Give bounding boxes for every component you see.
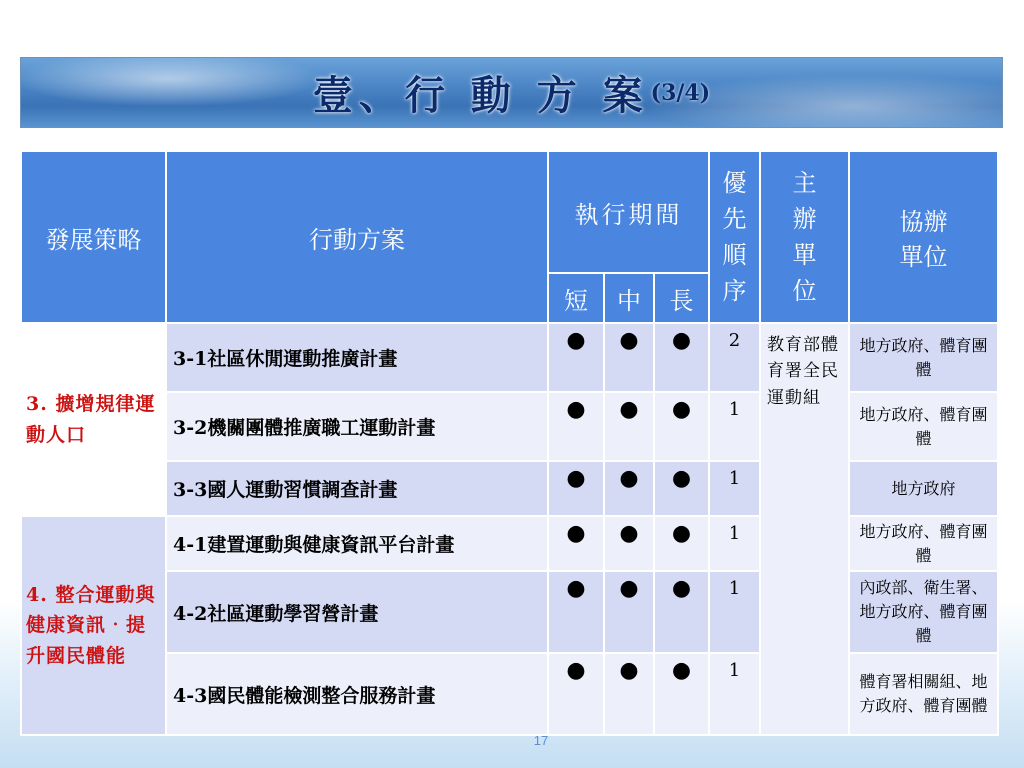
page-title: 壹、行 動 方 案 — [312, 72, 649, 119]
strategy-4: 4. 整合運動與健康資訊‧提升國民體能 — [21, 516, 166, 735]
priority-cell: 2 — [709, 323, 760, 392]
assist-cell: 地方政府 — [849, 461, 998, 516]
header-priority-char: 順 — [722, 241, 747, 269]
header-host — [760, 151, 849, 323]
header-host-char: 主 — [792, 169, 817, 197]
page-title-fraction: (3/4) — [650, 79, 711, 106]
long-term-dot: ● — [654, 392, 709, 461]
mid-term-dot: ● — [604, 571, 654, 653]
header-long: 長 — [654, 273, 709, 323]
table-row — [21, 392, 998, 461]
header-priority-char: 先 — [722, 205, 747, 233]
priority-cell: 1 — [709, 516, 760, 571]
strategy-3: 3. 擴增規律運動人口 — [21, 323, 166, 516]
table-row — [21, 653, 998, 735]
plan-cell: 3-3國人運動習慣調查計畫 — [166, 461, 548, 516]
assist-cell: 內政部、衛生署、地方政府、體育團體 — [849, 571, 998, 653]
assist-cell: 地方政府、體育團體 — [849, 516, 998, 571]
assist-cell: 體育署相關組、地方政府、體育團體 — [849, 653, 998, 735]
short-term-dot: ● — [548, 653, 604, 735]
header-host-char: 位 — [792, 277, 817, 305]
long-term-dot: ● — [654, 571, 709, 653]
table-row — [21, 461, 998, 516]
header-short: 短 — [548, 273, 604, 323]
short-term-dot: ● — [548, 461, 604, 516]
header-row — [21, 151, 998, 273]
header-host-char: 單 — [792, 241, 817, 269]
short-term-dot: ● — [548, 392, 604, 461]
header-period — [548, 151, 709, 273]
assist-cell: 地方政府、體育團體 — [849, 392, 998, 461]
long-term-dot: ● — [654, 516, 709, 571]
plan-cell: 3-2機關團體推廣職工運動計畫 — [166, 392, 548, 461]
short-term-dot: ● — [548, 571, 604, 653]
table-row — [21, 516, 998, 571]
table-row — [21, 571, 998, 653]
plan-cell: 4-3國民體能檢測整合服務計畫 — [166, 653, 548, 735]
header-host-char: 辦 — [792, 205, 817, 233]
header-priority-char: 序 — [722, 277, 747, 305]
mid-term-dot: ● — [604, 461, 654, 516]
short-term-dot: ● — [548, 323, 604, 392]
header-plan: 行動方案 — [166, 151, 548, 323]
header-mid: 中 — [604, 273, 654, 323]
mid-term-dot: ● — [604, 323, 654, 392]
mid-term-dot: ● — [604, 653, 654, 735]
mid-term-dot: ● — [604, 516, 654, 571]
long-term-dot: ● — [654, 653, 709, 735]
page-number: 17 — [533, 733, 549, 748]
long-term-dot: ● — [654, 461, 709, 516]
host-unit: 教育部體育署全民運動組 — [760, 323, 849, 735]
header-period-label: 執行期間 — [574, 200, 683, 229]
action-plan-table — [20, 150, 999, 736]
header-strategy: 發展策略 — [21, 151, 166, 323]
priority-cell: 1 — [709, 653, 760, 735]
plan-cell: 4-2社區運動學習營計畫 — [166, 571, 548, 653]
title-banner — [20, 57, 1003, 128]
header-priority-char: 優 — [722, 169, 747, 197]
long-term-dot: ● — [654, 323, 709, 392]
short-term-dot: ● — [548, 516, 604, 571]
header-assist — [849, 151, 998, 323]
assist-cell: 地方政府、體育團體 — [849, 323, 998, 392]
header-priority — [709, 151, 760, 323]
priority-cell: 1 — [709, 392, 760, 461]
priority-cell: 1 — [709, 461, 760, 516]
priority-cell: 1 — [709, 571, 760, 653]
plan-cell: 3-1社區休閒運動推廣計畫 — [166, 323, 548, 392]
table-row — [21, 323, 998, 392]
mid-term-dot: ● — [604, 392, 654, 461]
header-assist-line: 單位 — [899, 243, 948, 271]
header-assist-line: 協辦 — [899, 208, 948, 236]
plan-cell: 4-1建置運動與健康資訊平台計畫 — [166, 516, 548, 571]
